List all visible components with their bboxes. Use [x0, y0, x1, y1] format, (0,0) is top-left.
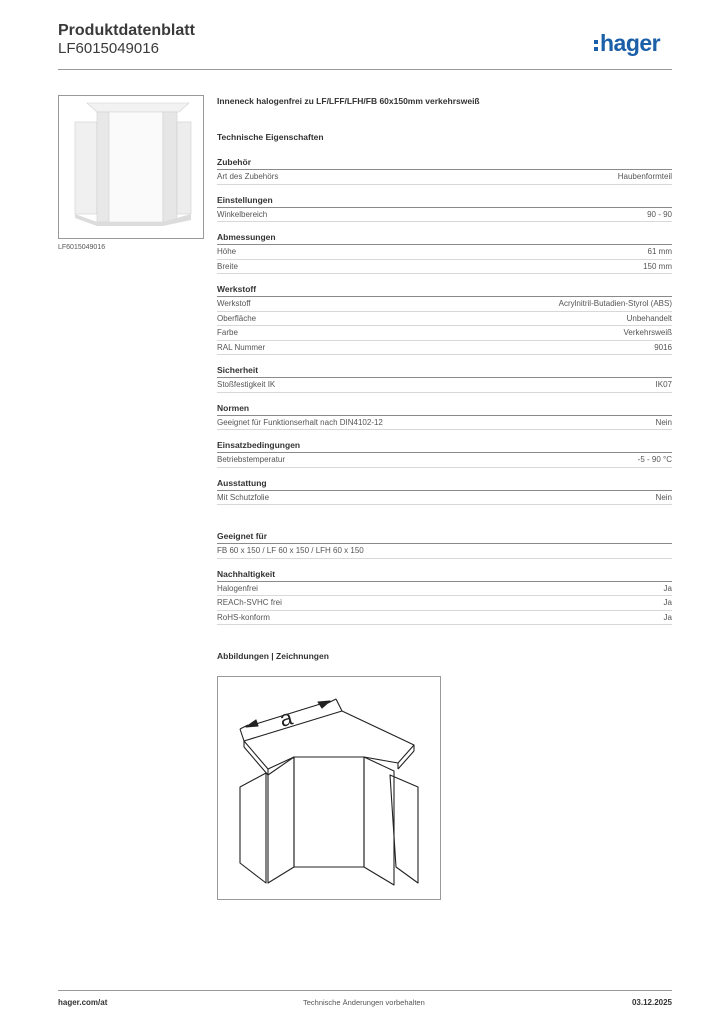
- section-title: Geeignet für: [217, 531, 672, 544]
- table-row: Stoßfestigkeit IK IK07: [217, 378, 672, 393]
- table-row: Art des Zubehörs Haubenformteil: [217, 170, 672, 185]
- table-row: Oberfläche Unbehandelt: [217, 312, 672, 327]
- table-row: FB 60 x 150 / LF 60 x 150 / LFH 60 x 150: [217, 544, 672, 559]
- table-row: Werkstoff Acrylnitril-Butadien-Styrol (ABS): [217, 297, 672, 312]
- dimension-label: a: [276, 704, 296, 732]
- section-title: Einstellungen: [217, 195, 672, 208]
- drawings-heading: Abbildungen | Zeichnungen: [217, 651, 329, 661]
- table-row: Geeignet für Funktionserhalt nach DIN4102-12 Nein: [217, 416, 672, 431]
- section-title: Zubehör: [217, 157, 672, 170]
- table-row: Halogenfrei Ja: [217, 582, 672, 597]
- section-abmessungen: [217, 232, 672, 274]
- footer-note: Technische Änderungen vorbehalten: [303, 998, 425, 1007]
- section-einstellungen: [217, 195, 672, 223]
- section-title: Abmessungen: [217, 232, 672, 245]
- page-title: Produktdatenblatt: [58, 22, 195, 39]
- table-row: Höhe 61 mm: [217, 245, 672, 260]
- section-title: Werkstoff: [217, 284, 672, 297]
- table-row: REACh-SVHC frei Ja: [217, 596, 672, 611]
- section-nachhaltigkeit: [217, 569, 672, 626]
- table-row: Breite 150 mm: [217, 260, 672, 275]
- technical-drawing: [217, 676, 441, 900]
- technical-heading: Technische Eigenschaften: [217, 132, 324, 142]
- article-number: LF6015049016: [58, 40, 159, 57]
- properties-panel: [217, 96, 672, 676]
- product-image-caption: LF6015049016: [58, 244, 106, 251]
- section-zubehoer: [217, 157, 672, 185]
- section-ausstattung: [217, 478, 672, 506]
- section-einsatzbedingungen: [217, 440, 672, 468]
- table-row: Mit Schutzfolie Nein: [217, 491, 672, 506]
- footer-divider: [58, 990, 672, 991]
- footer-website-link[interactable]: hager.com/at: [58, 998, 108, 1007]
- section-title: Einsatzbedingungen: [217, 440, 672, 453]
- table-row: Farbe Verkehrsweiß: [217, 326, 672, 341]
- product-image: [58, 95, 204, 239]
- section-title: Normen: [217, 403, 672, 416]
- footer-date: 03.12.2025: [631, 998, 672, 1007]
- section-werkstoff: [217, 284, 672, 355]
- header-divider: [58, 69, 672, 70]
- table-row: Betriebstemperatur -5 - 90 °C: [217, 453, 672, 468]
- section-sicherheit: [217, 365, 672, 393]
- table-row: Winkelbereich 90 - 90: [217, 208, 672, 223]
- section-geeignet-fuer: [217, 531, 672, 559]
- logo-text: hager: [600, 30, 661, 56]
- section-title: Sicherheit: [217, 365, 672, 378]
- section-normen: [217, 403, 672, 431]
- section-title: Ausstattung: [217, 478, 672, 491]
- hager-logo: [594, 28, 674, 58]
- table-row: RoHS-konform Ja: [217, 611, 672, 626]
- table-row: RAL Nummer 9016: [217, 341, 672, 356]
- section-title: Nachhaltigkeit: [217, 569, 672, 582]
- product-title: Inneneck halogenfrei zu LF/LFF/LFH/FB 60x150mm verkehrsweiß: [217, 96, 480, 106]
